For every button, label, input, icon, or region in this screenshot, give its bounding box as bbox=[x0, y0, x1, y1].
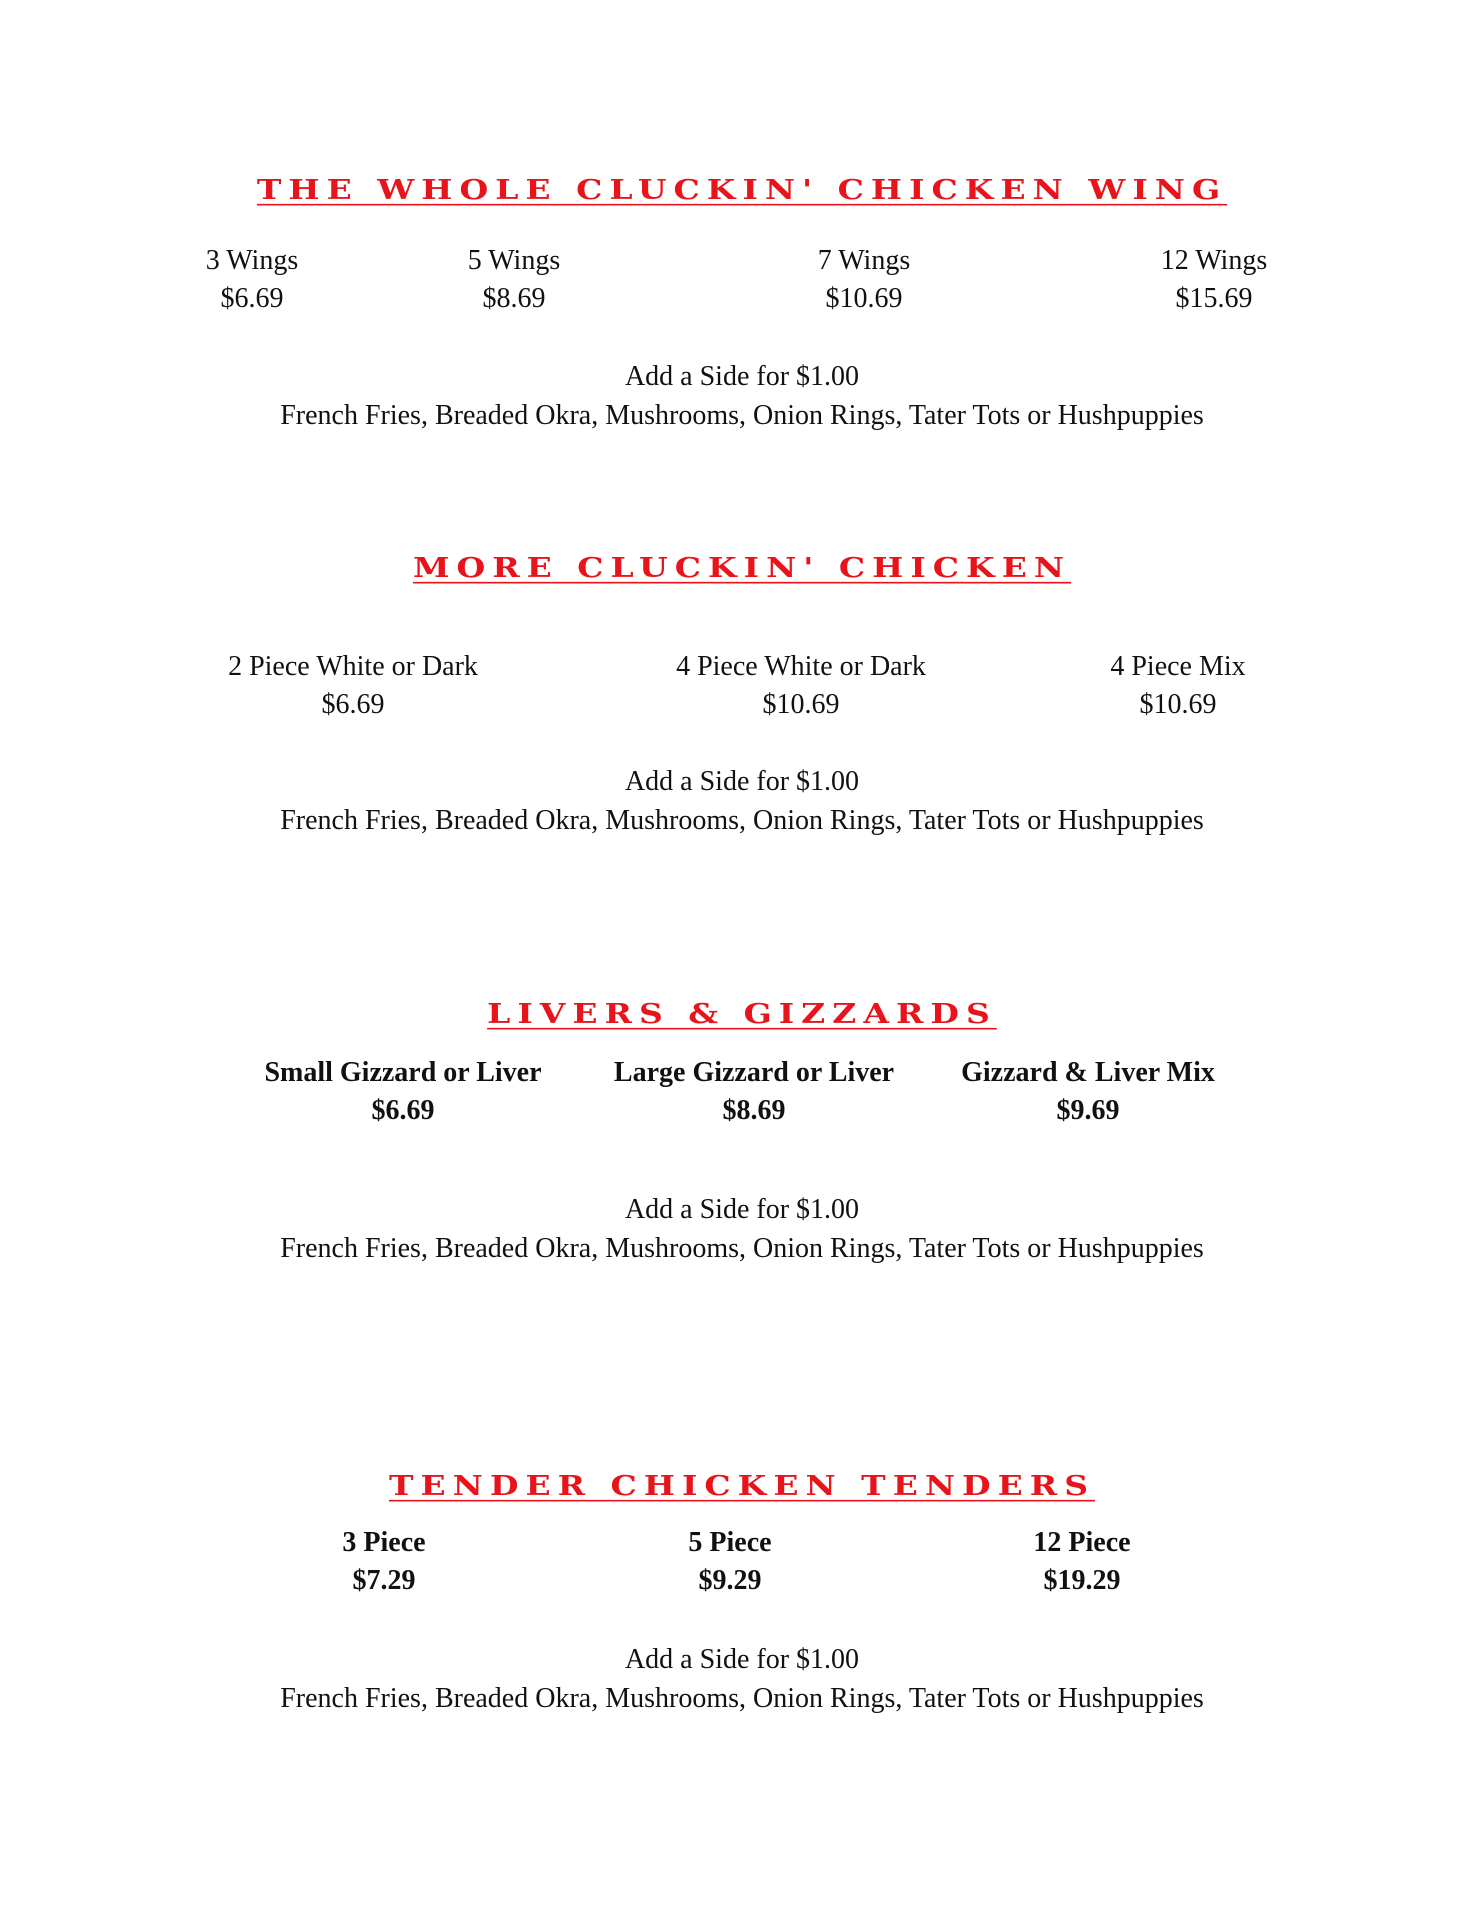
item-name: 4 Piece White or Dark bbox=[676, 651, 926, 682]
item-name: Small Gizzard or Liver bbox=[264, 1057, 542, 1088]
item-name: 2 Piece White or Dark bbox=[228, 651, 478, 682]
side-offer: Add a Side for $1.00 bbox=[624, 361, 860, 392]
item-name: 3 Piece bbox=[342, 1527, 426, 1558]
side-options: French Fries, Breaded Okra, Mushrooms, Onion Rings, Tater Tots or Hushpuppies bbox=[280, 1233, 1204, 1264]
item-name: 12 Wings bbox=[1160, 245, 1268, 276]
section-heading-more-chicken bbox=[0, 548, 1484, 587]
menu-item bbox=[193, 648, 513, 724]
section-title: LIVERS & GIZZARDS bbox=[487, 997, 997, 1030]
side-options: French Fries, Breaded Okra, Mushrooms, Onion Rings, Tater Tots or Hushpuppies bbox=[280, 400, 1204, 431]
item-price: $6.69 bbox=[321, 689, 385, 720]
menu-item bbox=[641, 648, 961, 724]
section-title: THE WHOLE CLUCKIN' CHICKEN WING bbox=[256, 173, 1228, 206]
item-price: $15.69 bbox=[1175, 283, 1253, 314]
side-options: French Fries, Breaded Okra, Mushrooms, Onion Rings, Tater Tots or Hushpuppies bbox=[280, 1683, 1204, 1714]
side-offer-block bbox=[0, 357, 1484, 435]
item-price: $10.69 bbox=[825, 283, 903, 314]
item-price: $8.69 bbox=[482, 283, 546, 314]
side-offer: Add a Side for $1.00 bbox=[624, 1644, 860, 1675]
menu-item bbox=[570, 1524, 890, 1600]
item-name: 3 Wings bbox=[205, 245, 299, 276]
menu-item bbox=[1018, 648, 1338, 724]
menu-item bbox=[243, 1054, 563, 1130]
section-heading-livers-gizzards bbox=[0, 994, 1484, 1033]
item-price: $7.29 bbox=[352, 1565, 416, 1596]
item-name: 5 Piece bbox=[688, 1527, 772, 1558]
side-options: French Fries, Breaded Okra, Mushrooms, Onion Rings, Tater Tots or Hushpuppies bbox=[280, 805, 1204, 836]
menu-item bbox=[1054, 242, 1374, 318]
item-name: 4 Piece Mix bbox=[1110, 651, 1246, 682]
item-price: $9.29 bbox=[698, 1565, 762, 1596]
section-heading-tenders bbox=[0, 1466, 1484, 1505]
item-name: 7 Wings bbox=[817, 245, 911, 276]
item-name: Gizzard & Liver Mix bbox=[961, 1057, 1215, 1088]
item-price: $9.69 bbox=[1056, 1095, 1120, 1126]
section-title: TENDER CHICKEN TENDERS bbox=[388, 1469, 1096, 1502]
side-offer: Add a Side for $1.00 bbox=[624, 766, 860, 797]
menu-item bbox=[354, 242, 674, 318]
side-offer-block bbox=[0, 1190, 1484, 1268]
side-offer-block bbox=[0, 1640, 1484, 1718]
item-price: $6.69 bbox=[371, 1095, 435, 1126]
menu-item bbox=[594, 1054, 914, 1130]
item-price: $6.69 bbox=[220, 283, 284, 314]
section-title: MORE CLUCKIN' CHICKEN bbox=[412, 551, 1072, 584]
side-offer: Add a Side for $1.00 bbox=[624, 1194, 860, 1225]
item-name: Large Gizzard or Liver bbox=[613, 1057, 895, 1088]
menu-item bbox=[704, 242, 1024, 318]
menu-item bbox=[928, 1054, 1248, 1130]
menu-item bbox=[224, 1524, 544, 1600]
item-price: $19.29 bbox=[1043, 1565, 1121, 1596]
item-name: 5 Wings bbox=[467, 245, 561, 276]
item-price: $8.69 bbox=[722, 1095, 786, 1126]
item-price: $10.69 bbox=[1139, 689, 1217, 720]
section-heading-wings bbox=[0, 170, 1484, 209]
menu-item bbox=[922, 1524, 1242, 1600]
side-offer-block bbox=[0, 762, 1484, 840]
item-price: $10.69 bbox=[762, 689, 840, 720]
item-name: 12 Piece bbox=[1033, 1527, 1131, 1558]
